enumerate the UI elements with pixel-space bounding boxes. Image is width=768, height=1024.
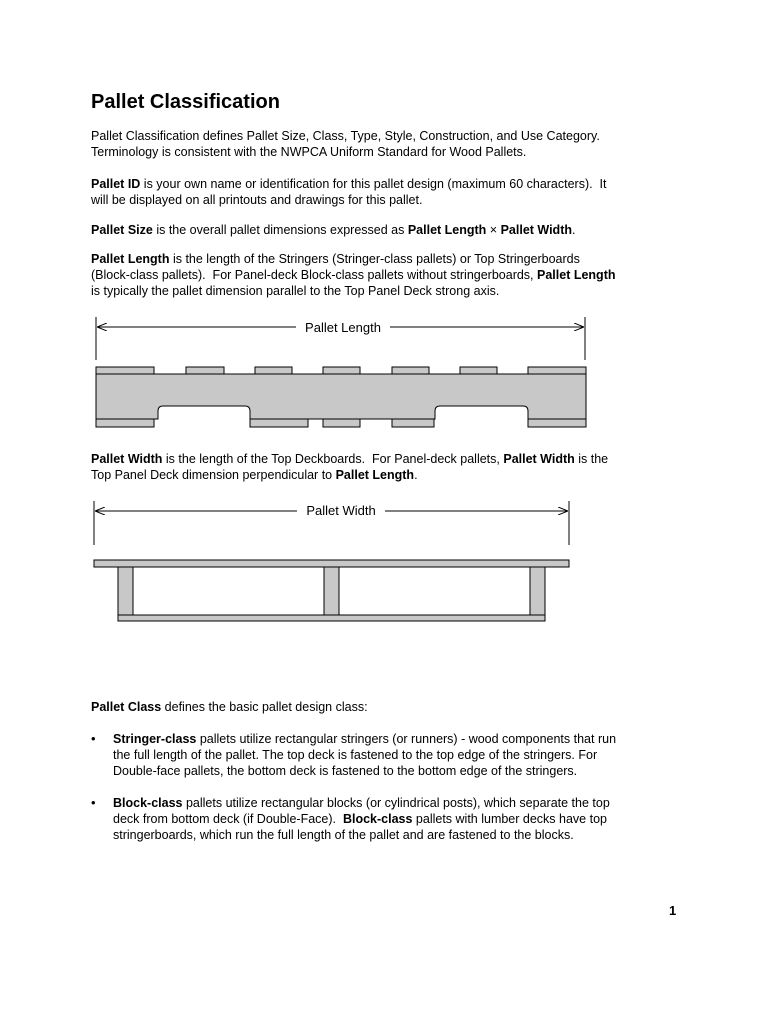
stringer-center [324,567,339,615]
pallet-size-term: Pallet Size [91,223,153,237]
intro-paragraph [91,128,691,160]
pallet-id-term: Pallet ID [91,177,141,191]
times-sign: × [486,223,501,237]
page-title: Pallet Classification [91,91,280,113]
stringers [118,567,545,615]
stringer-class-line-3: Double-face pallets, the bottom deck is fastened to the bottom edge of the stringers. [113,764,578,778]
top-deckboard [460,367,497,374]
block-class-line-2b: pallets with lumber decks have top [412,812,607,826]
pallet-class-text: defines the basic pallet design class: [161,700,368,714]
pallet-size-length-term: Pallet Length [407,223,487,237]
pallet-length-text-2: (Block-class pallets). For Panel-deck Block-class pallets without stringerboards, [91,268,538,282]
top-deckboard [323,367,360,374]
pallet-class-term: Pallet Class [91,700,162,714]
bottom-deckboard [118,615,545,621]
bottom-deckboard [528,419,586,427]
bottom-deckboard [392,419,434,427]
pallet-id-text-2: will be displayed on all printouts and drawings for this pallet. [91,193,423,207]
pallet-width-term-3: Pallet Length [335,468,415,482]
top-deckboard [255,367,292,374]
top-deckboard [528,367,586,374]
stringer-class-line-2: the full length of the pallet. The top deck is fastened to the top edge of the stringers. For [113,748,598,762]
block-class-line-1: pallets utilize rectangular blocks (or cylindrical posts), which separate the top [182,796,610,810]
pallet-size-paragraph [91,222,691,238]
pallet-length-paragraph [91,251,691,299]
pallet-width-text-1: is the length of the Top Deckboards. For Panel-deck pallets, [162,452,504,466]
block-class-term: Block-class [113,796,183,810]
top-deckboard [96,367,154,374]
bottom-deckboard [323,419,360,427]
pallet-width-text-2: Top Panel Deck dimension perpendicular to [91,468,336,482]
page-number: 1 [669,903,677,918]
intro-line-2: Terminology is consistent with the NWPCA Uniform Standard for Wood Pallets. [91,145,527,159]
intro-line-1: Pallet Classification defines Pallet Size, Class, Type, Style, Construction, and Use Category. [91,129,600,143]
pallet-length-label: Pallet Length [305,320,381,335]
bottom-deckboard [250,419,308,427]
list-item-stringer-class [91,731,691,781]
top-deckboard [392,367,429,374]
pallet-length-term-2: Pallet Length [537,268,616,282]
pallet-length-text-3: is typically the pallet dimension parallel to the Top Panel Deck strong axis. [91,284,500,298]
pallet-width-label: Pallet Width [306,503,376,518]
bottom-deckboard [96,419,154,427]
pallet-length-text-1: is the length of the Stringers (Stringer-class pallets) or Top Stringerboards [169,252,580,266]
pallet-width-text-1b: is the [574,452,609,466]
period: . [572,223,576,237]
pallet-width-term: Pallet Width [91,452,163,466]
stringer-class-line-1: pallets utilize rectangular stringers (or runners) - wood components that run [196,732,617,746]
stringer-left [118,567,133,615]
pallet-id-text-1: is your own name or identification for this pallet design (maximum 60 characters). It [140,177,607,191]
stringer-class-term: Stringer-class [113,732,197,746]
block-class-line-2a: deck from bottom deck (if Double-Face). [113,812,343,826]
block-class-line-3: stringerboards, which run the full length of the pallet and are fastened to the blocks. [113,828,574,842]
bullet-glyph: • [91,731,96,746]
pallet-length-term: Pallet Length [91,252,170,266]
pallet-width-diagram [88,497,578,627]
top-deckboard [186,367,224,374]
pallet-size-text: is the overall pallet dimensions expressed as [152,223,408,237]
pallet-class-paragraph [91,699,691,715]
pallet-length-diagram [88,312,594,436]
bullet-glyph: • [91,795,96,810]
pallet-id-paragraph [91,176,691,208]
bottom-deckboards [96,419,586,427]
pallet-width-paragraph [91,451,691,483]
pallet-width-term-2: Pallet Width [503,452,575,466]
period: . [414,468,418,482]
top-deckboard [94,560,569,567]
block-class-term-2: Block-class [342,812,413,826]
top-deckboards [96,367,586,374]
pallet-size-width-term: Pallet Width [500,223,572,237]
stringer-right [530,567,545,615]
list-item-block-class [91,795,691,845]
stringer [96,374,586,419]
